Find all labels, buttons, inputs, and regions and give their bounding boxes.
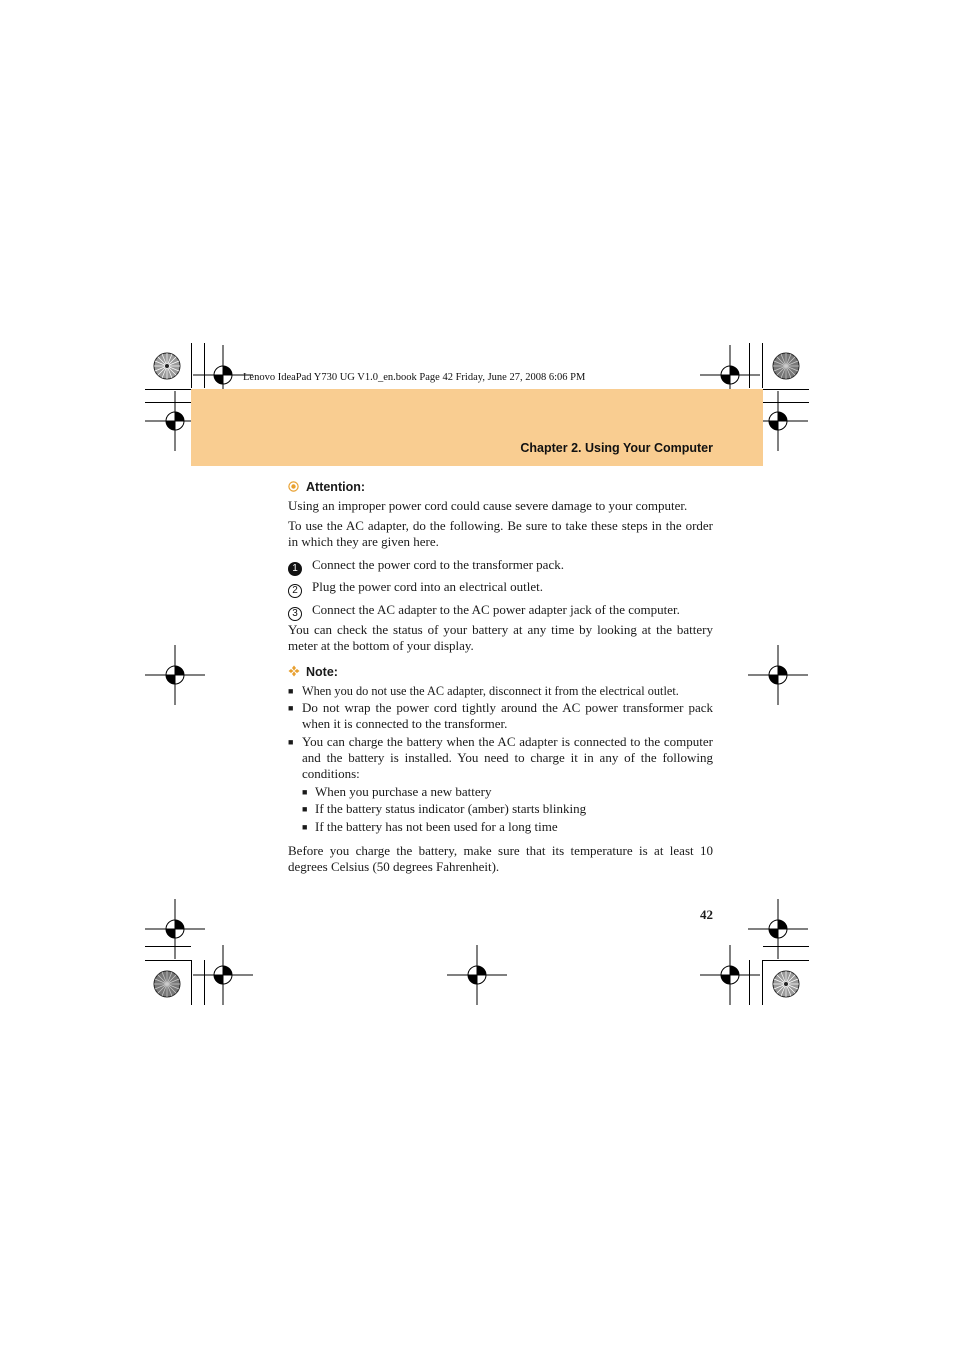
bullet-square-icon: ■ bbox=[302, 822, 308, 832]
closing-paragraph: Before you charge the battery, make sure that its temperature is at least 10 degrees Celsius (50 degrees Fahrenheit). bbox=[288, 843, 713, 874]
registration-mark-icon bbox=[193, 945, 253, 1005]
bullet-square-icon: ■ bbox=[288, 703, 294, 713]
crop-line bbox=[762, 343, 763, 388]
step-number: 1 bbox=[288, 562, 302, 576]
crop-line bbox=[763, 960, 809, 961]
color-rosette-icon bbox=[772, 970, 800, 998]
chapter-header-band bbox=[191, 389, 763, 466]
step-item bbox=[288, 557, 713, 576]
book-info-line: Lenovo IdeaPad Y730 UG V1.0_en.book Page 42 Friday, June 27, 2008 6:06 PM bbox=[243, 372, 586, 383]
crop-line bbox=[145, 960, 191, 961]
battery-status-paragraph: You can check the status of your battery at any time by looking at the battery meter at the bottom of your display. bbox=[288, 622, 713, 653]
bullet-square-icon: ■ bbox=[302, 787, 308, 797]
bullet-square-icon: ■ bbox=[302, 804, 308, 814]
registration-mark-icon bbox=[145, 645, 205, 705]
bullet-square-icon: ■ bbox=[288, 686, 294, 696]
crop-line bbox=[191, 343, 192, 388]
step-text: Connect the power cord to the transformer pack. bbox=[312, 557, 564, 572]
crop-line bbox=[762, 960, 763, 1005]
color-rosette-icon bbox=[772, 352, 800, 380]
note-diamond-icon bbox=[288, 665, 306, 679]
registration-mark-icon bbox=[447, 945, 507, 1005]
attention-label: Attention: bbox=[306, 480, 366, 494]
attention-text: Using an improper power cord could cause severe damage to your computer. bbox=[288, 498, 688, 513]
crop-line bbox=[145, 389, 191, 390]
step-item bbox=[288, 602, 713, 621]
list-item: ■ When you do not use the AC adapter, disconnect it from the electrical outlet. bbox=[288, 684, 679, 698]
registration-mark-icon bbox=[748, 645, 808, 705]
list-item: ■ If the battery status indicator (amber) starts blinking bbox=[302, 801, 587, 816]
step-text: Plug the power cord into an electrical outlet. bbox=[312, 579, 544, 594]
page-number: 42 bbox=[700, 907, 713, 922]
list-item: ■ Do not wrap the power cord tightly around the AC power transformer pack when it is connected to the transformer. bbox=[288, 700, 713, 731]
color-rosette-icon bbox=[153, 352, 181, 380]
attention-heading bbox=[288, 480, 365, 494]
registration-mark-icon bbox=[700, 945, 760, 1005]
chapter-title: Chapter 2. Using Your Computer bbox=[520, 441, 713, 455]
list-item: ■ If the battery has not been used for a long time bbox=[302, 819, 558, 834]
step-number: 3 bbox=[288, 607, 302, 621]
intro-paragraph: To use the AC adapter, do the following. Be sure to take these steps in the order in which they are given here. bbox=[288, 518, 713, 549]
list-item: ■ You can charge the battery when the AC adapter is connected to the computer and the battery is installed. You need to charge it in any of the following conditions: bbox=[288, 734, 713, 781]
bullet-square-icon: ■ bbox=[288, 737, 294, 747]
crop-line bbox=[763, 389, 809, 390]
attention-circle-icon bbox=[288, 480, 306, 494]
step-text: Connect the AC adapter to the AC power adapter jack of the computer. bbox=[312, 602, 680, 617]
list-item: ■ When you purchase a new battery bbox=[302, 784, 492, 799]
note-label: Note: bbox=[306, 665, 338, 679]
step-item bbox=[288, 579, 713, 598]
color-rosette-icon bbox=[153, 970, 181, 998]
step-number: 2 bbox=[288, 584, 302, 598]
note-heading bbox=[288, 665, 338, 679]
crop-line bbox=[191, 960, 192, 1005]
